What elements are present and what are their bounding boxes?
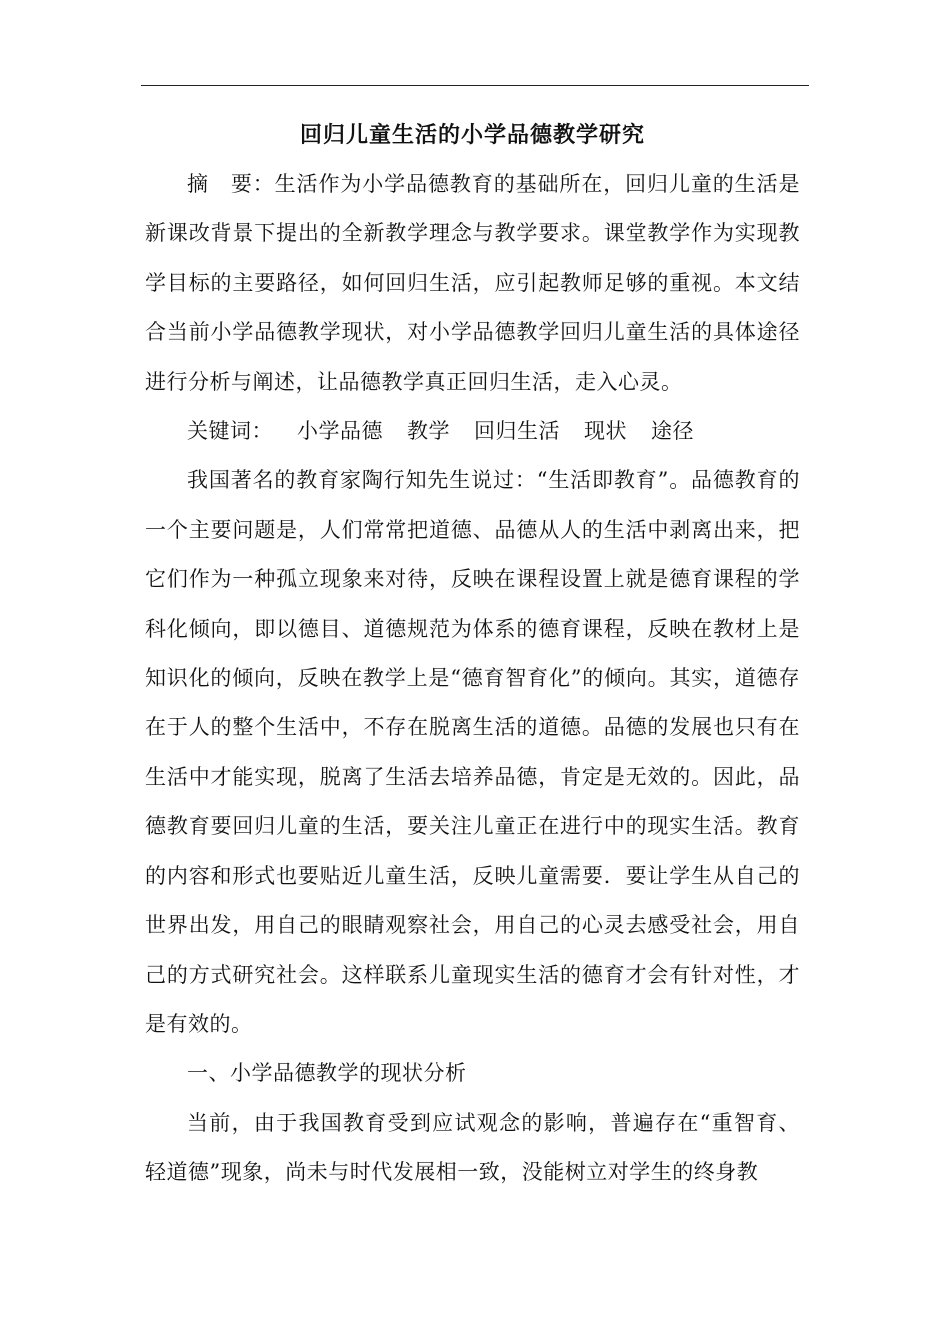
section-heading-1: 一、小学品德教学的现状分析 [187, 1061, 467, 1086]
keywords-line [145, 407, 800, 456]
keyword-item: 途径 [651, 419, 694, 444]
header-rule [141, 85, 809, 86]
keyword-item: 现状 [584, 419, 627, 444]
body-paragraph-1: 我国著名的教育家陶行知先生说过：“生活即教育”。品德教育的一个主要问题是，人们常常把道德、品德从人的生活中剥离出来，把它们作为一种孤立现象来对待，反映在课程设置上就是德育课程的学科化倾向，即以德目、道德规范为体系的德育课程，反映在教材上是知识化的倾向，反映在教学上是“德育智育化”的倾向。其实，道德存在于人的整个生活中，不存在脱离生活的道德。品德的发展也只有在生活中才能实现，脱离了生活去培养品德，肯定是无效的。因此，品德教育要回归儿童的生活，要关注儿童正在进行中的现实生活。教育的内容和形式也要贴近儿童生活，反映儿童需要．要让学生从自己的世界出发，用自己的眼睛观察社会，用自己的心灵去感受社会，用自己的方式研究社会。这样联系儿童现实生活的德育才会有针对性，才是有效的。 [145, 468, 800, 1036]
keyword-item: 小学品德 [297, 419, 383, 444]
document-body [145, 110, 800, 1198]
keywords-label: 关键词： [187, 419, 273, 444]
document-title: 回归儿童生活的小学品德教学研究 [299, 122, 645, 148]
body-paragraph-2: 当前，由于我国教育受到应试观念的影响，普遍存在“重智育、轻道德”现象，尚未与时代发展相一致，没能树立对学生的终身教 [145, 1110, 800, 1185]
keyword-item: 教学 [407, 419, 450, 444]
keyword-item: 回归生活 [474, 419, 560, 444]
abstract-paragraph: 摘 要：生活作为小学品德教育的基础所在，回归儿童的生活是新课改背景下提出的全新教学理念与教学要求。课堂教学作为实现教学目标的主要路径，如何回归生活，应引起教师足够的重视。本文结合当前小学品德教学现状，对小学品德教学回归儿童生活的具体途径进行分析与阐述，让品德教学真正回归生活，走入心灵。 [145, 172, 800, 394]
